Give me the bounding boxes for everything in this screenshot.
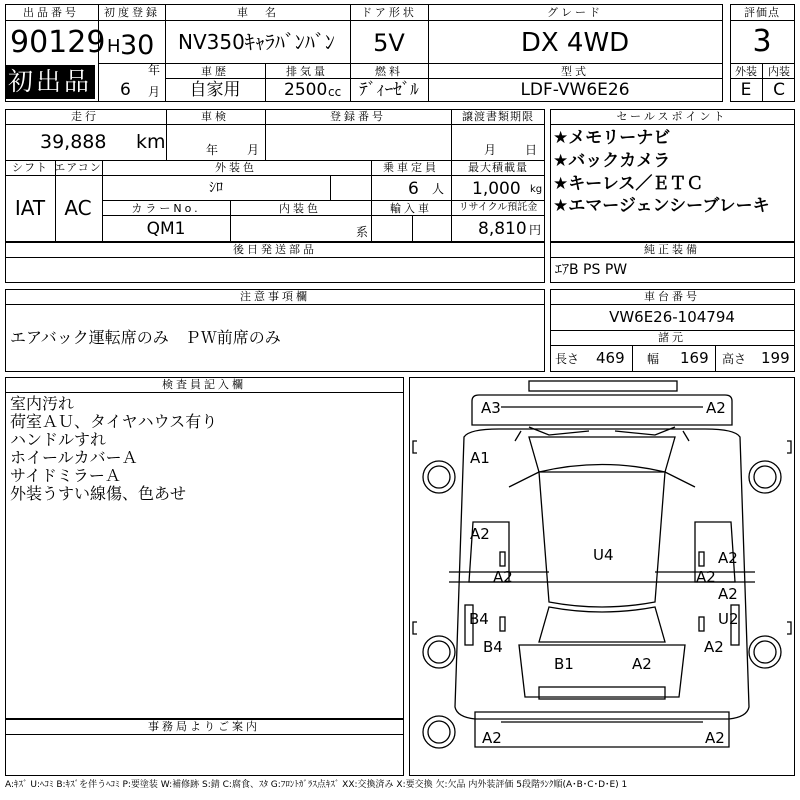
sales-point-1: ★メモリーナビ <box>553 128 671 148</box>
interior-label: 内装 <box>768 65 790 78</box>
height-label: 高さ <box>722 352 747 366</box>
later-parts-label: 後日発送部品 <box>233 243 317 256</box>
car-name-label: 車 名 <box>237 6 279 19</box>
load-unit: kg <box>530 184 543 195</box>
damage-mark: A2 <box>718 585 738 603</box>
displacement-label: 排気量 <box>286 65 328 78</box>
capacity-label: 乗車定員 <box>383 161 439 174</box>
history-label: 車歴 <box>201 65 229 78</box>
damage-mark: B4 <box>469 610 489 628</box>
caution-label: 注意事項欄 <box>240 290 310 303</box>
damage-mark: A2 <box>704 638 724 656</box>
fuel-label: 燃料 <box>375 65 403 78</box>
import-label: 輸入車 <box>390 202 432 215</box>
width-value: 169 <box>680 349 709 367</box>
first-listing-badge: 初出品 <box>5 65 95 99</box>
damage-mark: A2 <box>705 729 725 747</box>
sales-point-3: ★キーレス／ＥＴＣ <box>553 174 704 194</box>
mileage-unit: km <box>136 131 166 153</box>
door-type: 5V <box>373 29 405 57</box>
registration-month: 6 <box>120 80 131 100</box>
spec-label: 諸元 <box>658 331 686 344</box>
inspection-label: 車検 <box>201 110 229 123</box>
model-label: 型式 <box>561 65 589 78</box>
door-label: ドア形状 <box>361 6 417 19</box>
load-label: 最大積載量 <box>468 161 528 174</box>
inspection-month-unit: 月 <box>247 143 260 157</box>
color-label: 外装色 <box>215 161 257 174</box>
car-name: NV350ｷｬﾗﾊﾞﾝﾊﾞﾝ <box>178 30 335 54</box>
load-value: 1,000 <box>472 179 521 199</box>
inspector-note-6: 外装うすい線傷、色あせ <box>10 484 187 503</box>
shift-label: シフト <box>12 161 48 174</box>
model-code: LDF-VW6E26 <box>520 80 630 100</box>
grade-value: DX 4WD <box>520 28 630 58</box>
displacement-value: 2500 <box>284 80 328 100</box>
color-no-label: カラーNo. <box>131 202 201 215</box>
recycle-unit: 円 <box>529 223 542 237</box>
interior-color-label: 内装色 <box>279 202 321 215</box>
damage-mark: A2 <box>632 655 652 673</box>
equipment-label: 純正装備 <box>644 243 700 256</box>
damage-mark: A2 <box>718 549 738 567</box>
damage-mark: A1 <box>470 449 490 467</box>
year-unit: 年 <box>148 63 161 77</box>
damage-mark: A2 <box>470 525 490 543</box>
history-value: 自家用 <box>189 80 241 100</box>
month-unit: 月 <box>148 85 161 99</box>
grade-label: グレード <box>547 6 603 19</box>
sales-point-4: ★エマージェンシーブレーキ <box>553 196 770 216</box>
score-value: 3 <box>752 24 772 59</box>
capacity-unit: 人 <box>432 182 445 196</box>
capacity-value: 6 <box>408 179 419 199</box>
interior-color-unit: 系 <box>356 225 369 239</box>
era: H <box>107 36 121 57</box>
exterior-label: 外装 <box>735 65 757 78</box>
height-value: 199 <box>761 349 790 367</box>
chassis-number: VW6E26-104794 <box>609 308 735 326</box>
damage-mark: A2 <box>493 568 513 586</box>
legend-text: A:ｷｽﾞ U:ﾍｺﾐ B:ｷｽﾞを伴うﾍｺﾐ P:要塗装 W:補修跡 S:錆 C:腐食、ｽﾀ G:ﾌﾛﾝﾄｶﾞﾗｽ点ｷｽﾞ XX:交換済み X:要交換 欠:欠品 内外装評価 5段階ﾗﾝｸ順(A･B･C･D･E) 1 <box>5 780 628 790</box>
fuel-value: ﾃﾞｨｰｾﾞﾙ <box>359 80 419 100</box>
color-no-value: QM1 <box>146 219 186 239</box>
sales-point-2: ★バックカメラ <box>553 151 671 171</box>
equipment-value: ｴｱB PS PW <box>555 262 628 278</box>
recycle-value: 8,810 <box>478 219 527 239</box>
damage-mark: A2 <box>696 568 716 586</box>
damage-mark: A3 <box>481 399 501 417</box>
transfer-month-unit: 月 <box>484 143 497 157</box>
inspection-year-unit: 年 <box>206 143 219 157</box>
inspector-note-4: ホイールカバーＡ <box>10 448 138 467</box>
transfer-label: 譲渡書類期限 <box>462 110 534 123</box>
registration-year: 30 <box>120 30 155 61</box>
first-registration-label: 初度登録 <box>104 6 160 19</box>
damage-mark: B1 <box>554 655 574 673</box>
vehicle-diagram-drawing <box>409 377 795 776</box>
chassis-label: 車台番号 <box>644 290 700 303</box>
displacement-unit: cc <box>328 85 342 99</box>
interior-grade: C <box>773 80 785 100</box>
caution-text: エアバック運転席のみ ＰＷ前席のみ <box>10 328 281 347</box>
length-value: 469 <box>596 349 625 367</box>
plate-label: 登録番号 <box>330 110 386 123</box>
damage-mark: A2 <box>706 399 726 417</box>
recycle-label: リサイクル預託金 <box>458 202 538 213</box>
width-label: 幅 <box>647 352 660 366</box>
office-notice-label: 事務局よりご案内 <box>148 720 260 733</box>
mileage-value: 39,888 <box>40 131 107 153</box>
shift-value: IAT <box>14 196 46 220</box>
length-label: 長さ <box>555 352 580 366</box>
exterior-grade: E <box>740 80 752 100</box>
damage-mark: B4 <box>483 638 503 656</box>
inspector-note-3: ハンドルすれ <box>10 430 107 449</box>
inspector-notes-label: 検査員記入欄 <box>162 378 246 391</box>
color-value: ｼﾛ <box>209 180 223 196</box>
ac-label: エアコン <box>54 161 102 174</box>
score-label: 評価点 <box>744 6 780 19</box>
sales-points-label: セールスポイント <box>616 110 728 123</box>
transfer-day-unit: 日 <box>525 143 538 157</box>
mileage-label: 走行 <box>71 110 99 123</box>
lot-number-label: 出品番号 <box>23 6 79 19</box>
damage-mark: A2 <box>482 729 502 747</box>
inspector-note-1: 室内汚れ <box>10 394 75 413</box>
lot-number: 90129 <box>10 25 106 60</box>
ac-value: AC <box>64 196 92 220</box>
damage-mark: U4 <box>593 546 614 564</box>
inspector-note-2: 荷室ＡＵ、タイヤハウス有り <box>10 412 218 431</box>
inspector-note-5: サイドミラーＡ <box>10 466 121 485</box>
damage-mark: U2 <box>718 610 739 628</box>
